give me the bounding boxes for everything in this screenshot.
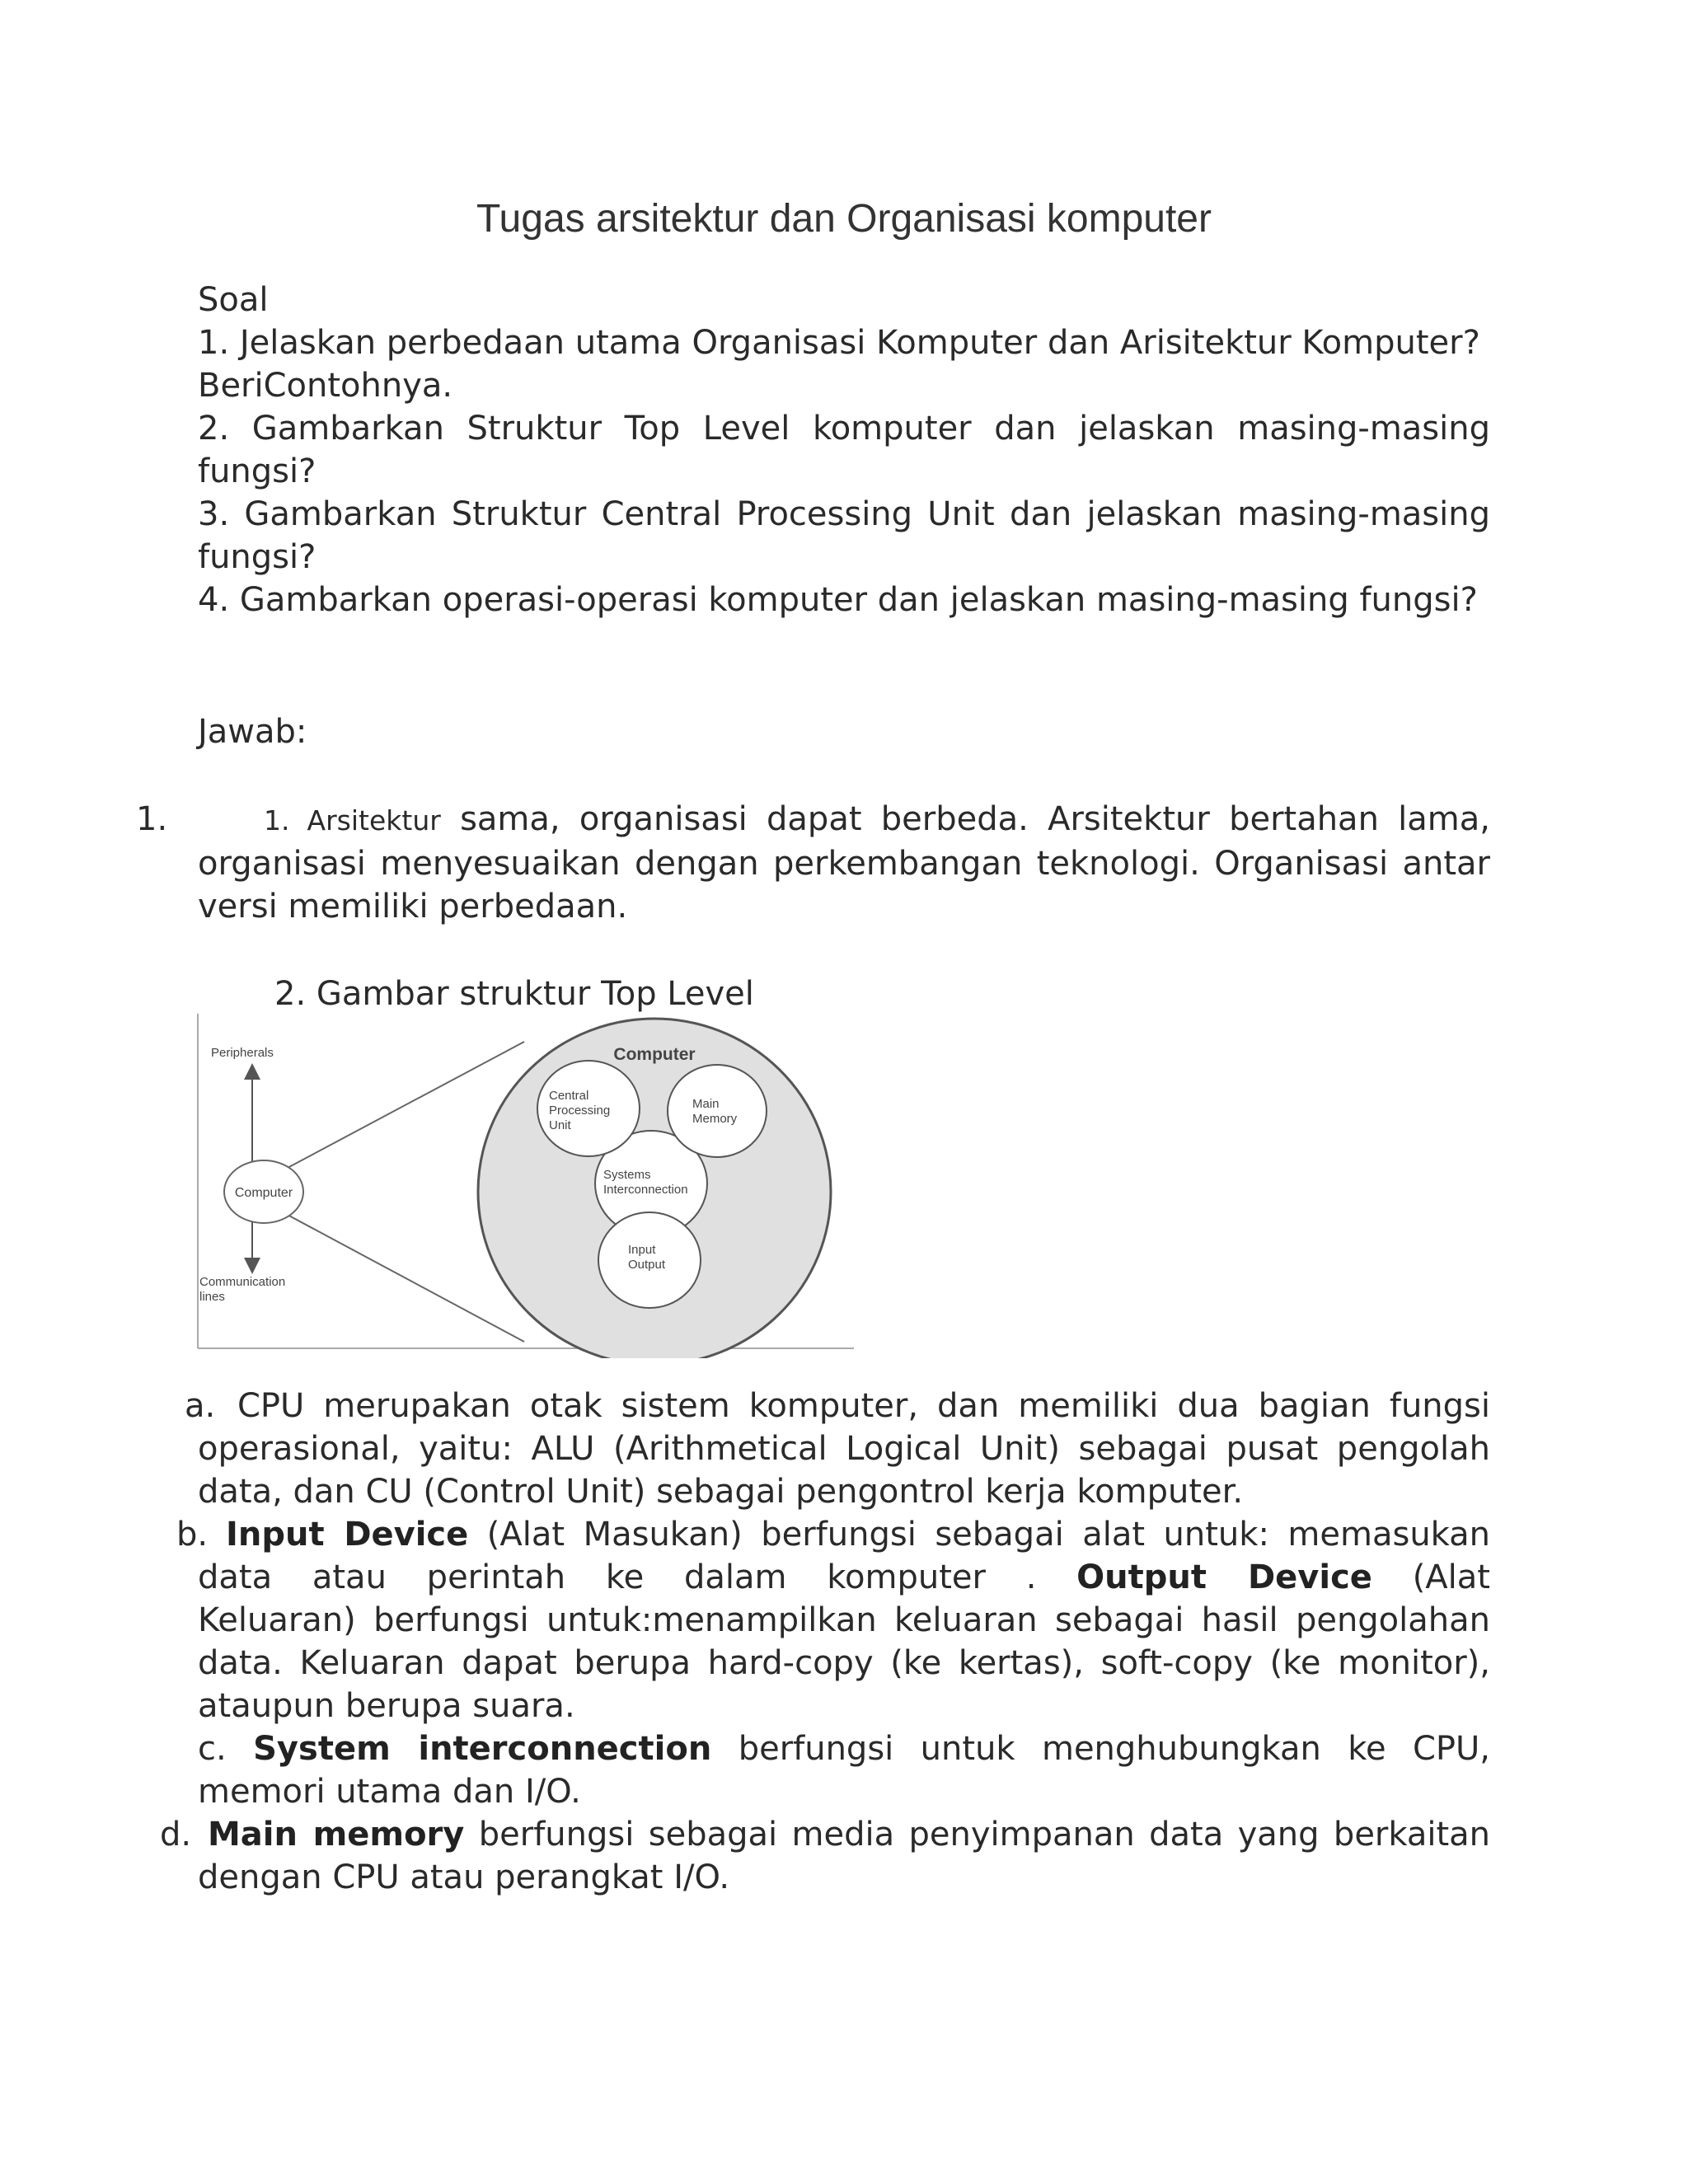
item-d-label: d. — [160, 1816, 192, 1854]
item-b-line-4: data. Keluaran dapat berupa hard-copy (ke kertas), soft-copy (ke monitor), — [198, 1644, 1490, 1682]
answer-1-line-2: organisasi menyesuaikan dengan perkembangan teknologi. Organisasi antar — [198, 845, 1490, 883]
communication-label-line-1: Communication — [199, 1275, 286, 1289]
question-3-line-1: 3. Gambarkan Struktur Central Processing Unit dan jelaskan masing-masing — [198, 495, 1490, 533]
answer-2-heading: 2. Gambar struktur Top Level — [274, 975, 754, 1013]
answer-1-line-1 — [198, 798, 1490, 842]
main-memory-term: Main memory — [208, 1816, 465, 1854]
input-device-term: Input Device — [226, 1516, 469, 1554]
answer-1-prefix: 1. Arsitektur — [264, 804, 441, 837]
item-b-line-5: ataupun berupa suara. — [198, 1687, 575, 1725]
io-label-line-2: Output — [628, 1258, 666, 1272]
question-1-line-1: 1. Jelaskan perbedaan utama Organisasi Komputer dan Arisitektur Komputer? — [198, 324, 1480, 362]
output-device-term: Output Device — [1076, 1558, 1372, 1596]
question-2-line-2: fungsi? — [198, 452, 316, 490]
cpu-label-line-3: Unit — [549, 1118, 571, 1132]
question-4: 4. Gambarkan operasi-operasi komputer dan jelaskan masing-masing fungsi? — [198, 581, 1478, 619]
questions-heading: Soal — [198, 281, 269, 319]
question-2-line-1: 2. Gambarkan Struktur Top Level komputer dan jelaskan masing-masing — [198, 410, 1490, 448]
systems-label-line-1: Systems — [603, 1168, 651, 1182]
answers-heading: Jawab: — [198, 713, 307, 751]
page-title: Tugas arsitektur dan Organisasi komputer — [476, 197, 1212, 241]
systems-label-line-2: Interconnection — [603, 1183, 688, 1197]
item-d-line-1-text: berfungsi sebagai media penyimpanan data yang berkaitan — [478, 1816, 1491, 1854]
item-d-line-2: dengan CPU atau perangkat I/O. — [198, 1858, 730, 1896]
item-b-line-2-text: data atau perintah ke dalam komputer . — [198, 1558, 1037, 1596]
item-a-line-2: operasional, yaitu: ALU (Arithmetical Logical Unit) sebagai pusat pengolah — [198, 1430, 1490, 1468]
answer-1-line-1-text: sama, organisasi dapat berbeda. Arsitektur bertahan lama, — [460, 800, 1490, 838]
top-level-structure-diagram — [195, 1012, 862, 1358]
item-b-line-2-end: (Alat — [1412, 1558, 1490, 1596]
item-b-line-2 — [198, 1556, 1490, 1599]
item-b-line-3: Keluaran) berfungsi untuk:menampilkan keluaran sebagai hasil pengolahan — [198, 1601, 1490, 1639]
answer-1-line-3: versi memiliki perbedaan. — [198, 888, 628, 926]
item-a-label: a. — [185, 1387, 216, 1425]
peripherals-label: Peripherals — [211, 1046, 274, 1060]
answer-list-number: 1. — [136, 800, 168, 838]
io-label-line-1: Input — [628, 1243, 656, 1257]
item-b-label: b. — [176, 1516, 209, 1554]
item-c-line-1 — [198, 1727, 1490, 1770]
cpu-label-line-1: Central — [549, 1089, 589, 1103]
item-b-line-1 — [198, 1513, 1490, 1556]
memory-label-line-1: Main — [692, 1097, 720, 1111]
system-interconnection-term: System interconnection — [253, 1730, 712, 1768]
communication-label-line-2: lines — [199, 1290, 225, 1304]
item-b-line-1-text: (Alat Masukan) berfungsi sebagai alat untuk: memasukan — [486, 1516, 1490, 1554]
computer-title: Computer — [613, 1045, 696, 1064]
answer-1 — [198, 798, 1490, 928]
answer-2-items — [198, 1385, 1490, 1899]
memory-label-line-2: Memory — [692, 1112, 738, 1126]
questions-section — [198, 279, 1490, 621]
computer-small-label: Computer — [234, 1186, 293, 1200]
item-d-line-1 — [198, 1813, 1490, 1856]
item-c-label: c. — [198, 1730, 227, 1768]
question-3-line-2: fungsi? — [198, 538, 316, 576]
item-c-line-1-text: berfungsi untuk menghubungkan ke CPU, — [738, 1730, 1490, 1768]
question-1-line-2: BeriContohnya. — [198, 367, 453, 405]
main-memory-circle — [668, 1065, 767, 1157]
item-a-line-1: CPU merupakan otak sistem komputer, dan memiliki dua bagian fungsi — [237, 1387, 1490, 1425]
cpu-label-line-2: Processing — [549, 1104, 611, 1118]
item-a-line-3: data, dan CU (Control Unit) sebagai pengontrol kerja komputer. — [198, 1473, 1244, 1511]
item-c-line-2: memori utama dan I/O. — [198, 1773, 581, 1811]
